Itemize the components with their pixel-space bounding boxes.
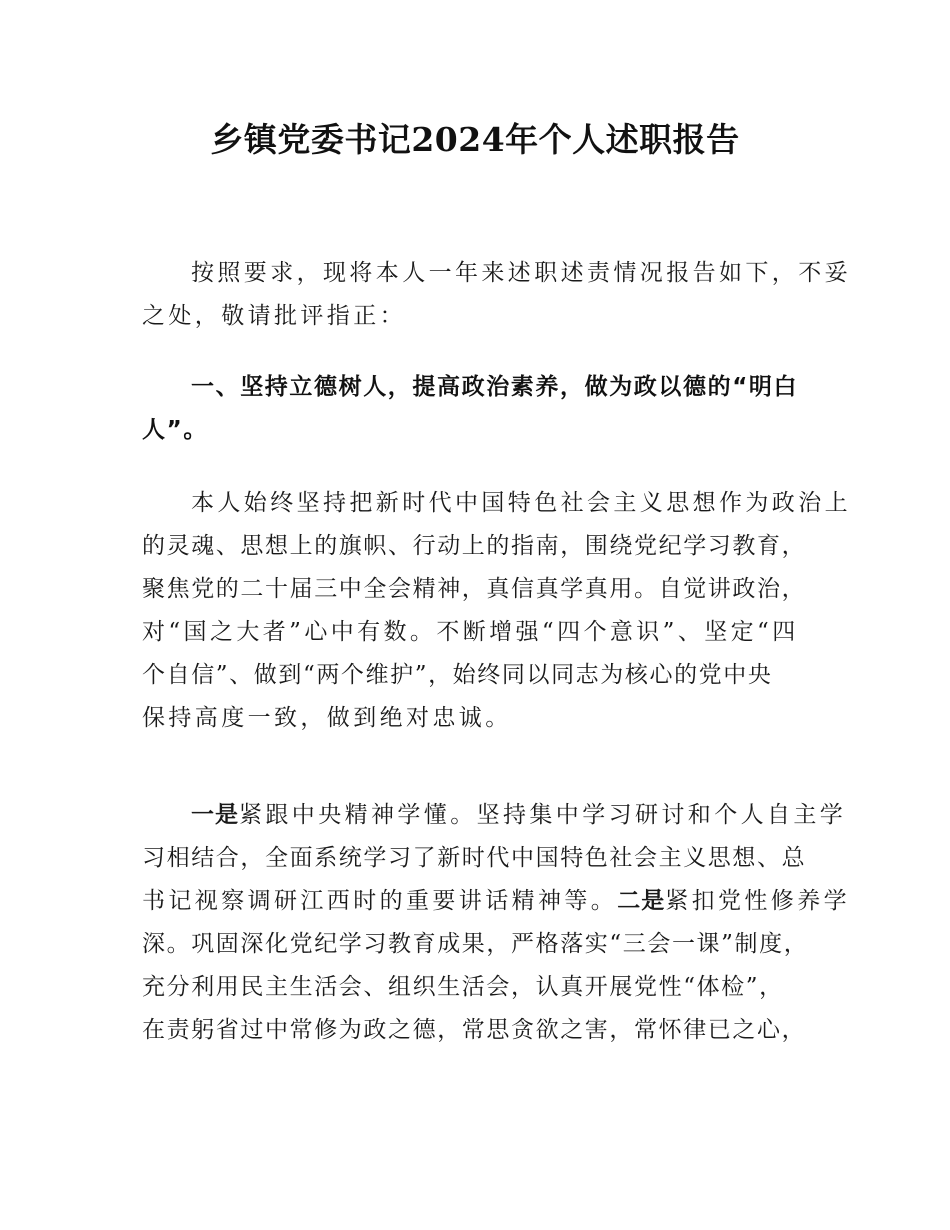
section-1-paragraph [142,482,851,740]
bold-lead-text: 二是 [617,888,666,914]
paragraph-line: 保持高度一致，做到绝对忠诚。 [142,705,512,731]
paragraph-line: 本人始终坚持把新时代中国特色社会主义思想作为政治上 [191,490,851,516]
section-1-detail-paragraph [142,794,851,1052]
paragraph-line: 习相结合，全面系统学习了新时代中国特色社会主义思想、总 [142,845,807,871]
heading-line: 一、坚持立德树人，提高政治素养，做为政以德的“明白 [191,374,799,400]
intro-line: 之处，敬请批评指正： [142,303,406,329]
paragraph-line: 在责躬省过中常修为政之德，常思贪欲之害，常怀律已之心， [142,1017,807,1043]
paragraph-line: 聚焦党的二十届三中全会精神，真信真学真用。自觉讲政治， [142,576,807,602]
paragraph-text: 书记视察调研江西时的重要讲话精神等。 [142,888,618,914]
paragraph-line [142,880,851,923]
heading-line: 人”。 [142,417,208,443]
intro-paragraph [142,252,851,338]
intro-line: 按照要求，现将本人一年来述职述责情况报告如下，不妥 [191,260,851,286]
paragraph-line: 深。巩固深化党纪学习教育成果，严格落实“三会一课”制度， [142,931,809,957]
document-title: 乡镇党委书记2024年个人述职报告 [210,120,740,159]
paragraph-line [142,794,847,837]
paragraph-text: 紧跟中央精神学懂。坚持集中学习研讨和个人自主学 [239,802,847,828]
paragraph-text: 紧扣党性修养学 [665,888,851,914]
paragraph-line: 充分利用民主生活会、组织生活会，认真开展党性“体检”， [142,974,784,1000]
paragraph-line: 的灵魂、思想上的旗帜、行动上的指南，围绕党纪学习教育， [142,533,807,559]
section-heading-1 [142,366,822,452]
paragraph-line: 个自信”、做到“两个维护”，始终同以同志为核心的党中央 [142,662,773,688]
bold-lead-text: 一是 [191,802,239,828]
paragraph-line: 对“国之大者”心中有数。不断增强“四个意识”、坚定“四 [142,619,799,645]
